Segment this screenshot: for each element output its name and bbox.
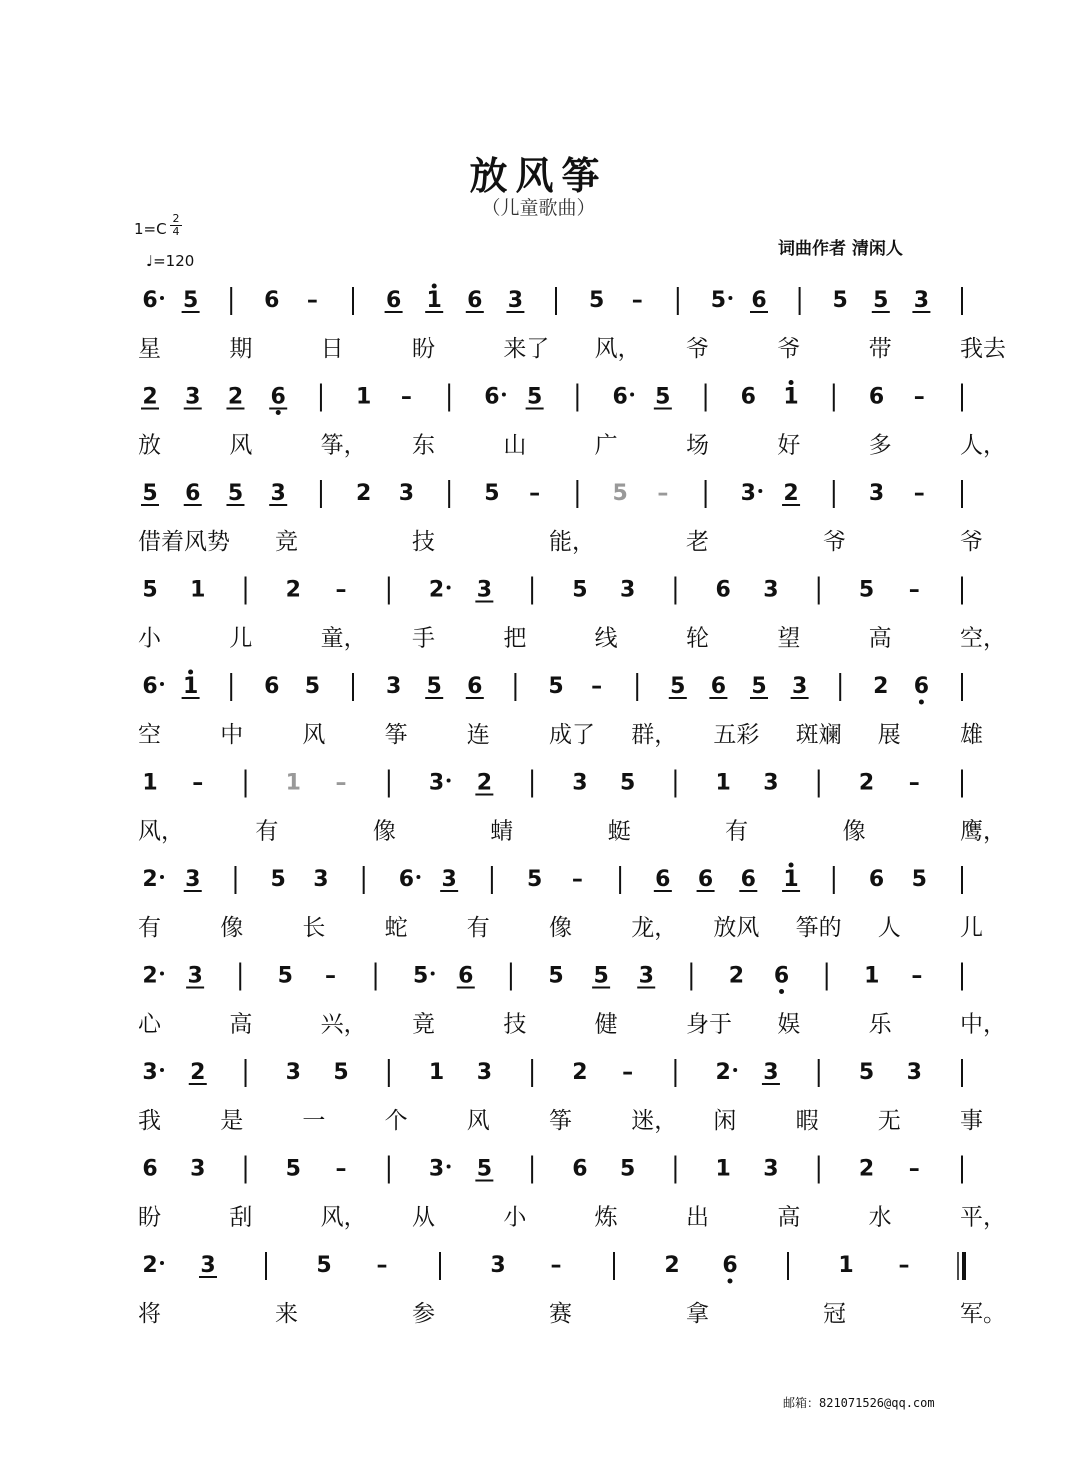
note: 5 [270, 867, 286, 892]
note: 3 [906, 1060, 922, 1085]
note: 3 [791, 674, 808, 699]
note: 6 [913, 674, 930, 699]
lyric-word: 中， [960, 1011, 1006, 1038]
lyric-word: 鹰， [960, 818, 1006, 845]
dash-note: – [335, 770, 347, 796]
dotted-note-mark [416, 875, 420, 879]
dash-note: – [335, 577, 347, 603]
dash-note: – [908, 770, 920, 796]
note: 6 [572, 1156, 588, 1182]
lyric-word: 龙， [631, 915, 678, 941]
lyric-word: 群， [631, 722, 678, 748]
lyric-word: 暇 [795, 1108, 819, 1134]
lyric-word: 竟 [412, 1011, 435, 1038]
note: 6 [398, 867, 415, 892]
note: 6 [655, 867, 671, 892]
lyric-word: 爷 [960, 529, 983, 555]
note: 6 [264, 674, 280, 699]
lyric-word: 小 [138, 625, 161, 652]
note: 6 [142, 288, 158, 313]
lyric-word: 娱 [777, 1011, 801, 1038]
lyric-word: 技 [503, 1011, 527, 1038]
note: 2 [572, 1060, 588, 1085]
note: 1 [428, 1060, 445, 1085]
tempo-value: =120 [153, 252, 195, 270]
high-octave-dot [789, 380, 794, 385]
lyric-word: 从 [412, 1204, 435, 1231]
lyric-word: 高 [229, 1011, 253, 1038]
note: 1 [864, 963, 880, 989]
lyric-word: 风， [594, 336, 641, 362]
note: 6 [715, 577, 731, 603]
lyric-word: 炼 [594, 1204, 618, 1231]
lyric-word: 手 [412, 625, 435, 652]
note: 3 [740, 481, 756, 506]
lyric-word: 我去 [960, 336, 1006, 362]
note: 5 [426, 674, 442, 699]
note: 6 [773, 963, 790, 989]
lyric-word: 东 [412, 432, 435, 459]
lyric-word: 中 [220, 722, 244, 748]
lyric-word: 雄 [960, 722, 983, 748]
song-title: 放风筝 [469, 153, 608, 198]
note: 2 [142, 963, 158, 989]
lyric-word: 是 [220, 1108, 244, 1134]
lyric-word: 展 [877, 722, 901, 748]
note: 5 [612, 481, 628, 506]
lyric-word: 迷， [631, 1108, 678, 1134]
lyric-word: 多 [868, 432, 892, 459]
note: 6 [142, 1156, 158, 1182]
dash-note: – [192, 770, 204, 796]
lyric-word: 冠 [823, 1301, 846, 1327]
note: 5 [588, 288, 605, 313]
lyric-word: 乐 [868, 1011, 892, 1038]
lyric-word: 儿 [960, 915, 983, 941]
note: 3 [185, 867, 201, 892]
note: 3 [507, 288, 524, 313]
note: 6 [467, 674, 483, 699]
note: 5 [572, 577, 588, 603]
lyric-word: 像 [372, 818, 396, 845]
note: 5 [911, 867, 927, 892]
high-octave-dot [432, 284, 437, 289]
lyric-word: 蛇 [384, 915, 408, 941]
lyric-word: 赛 [549, 1301, 572, 1327]
composer-credit: 词曲作者 清闲人 [778, 239, 903, 259]
lyric-word: 小 [503, 1204, 527, 1231]
key-signature: 1=C [134, 220, 167, 238]
note: 5 [476, 1156, 493, 1182]
lyric-word: 有 [255, 818, 279, 845]
note: 3 [763, 1060, 779, 1085]
dash-note: – [631, 288, 643, 313]
lyric-word: 蜓 [607, 818, 631, 845]
note: 1 [285, 770, 301, 796]
lyric-word: 拿 [686, 1301, 709, 1327]
note: 3 [187, 963, 203, 989]
dash-note: – [529, 481, 541, 506]
note: 3 [763, 577, 779, 603]
lyric-word: 人 [877, 915, 901, 941]
dash-note: – [591, 674, 603, 699]
note: 3 [638, 963, 654, 989]
note: 2 [873, 674, 889, 699]
lyric-word: 军。 [960, 1301, 1006, 1327]
dotted-note-mark [160, 875, 164, 879]
high-octave-dot [789, 863, 794, 868]
note: 3 [428, 1156, 445, 1182]
lyric-word: 广 [594, 432, 618, 459]
lyric-word: 盼 [412, 336, 435, 362]
note: 2 [428, 577, 445, 603]
lyric-word: 参 [412, 1301, 435, 1327]
lyric-word: 无 [877, 1108, 901, 1134]
lyric-word: 连 [466, 722, 490, 748]
time-signature-bottom: 4 [172, 225, 180, 238]
note: 6 [142, 674, 158, 699]
lyric-word: 爷 [686, 336, 709, 362]
dotted-note-mark [431, 972, 435, 976]
dash-note: – [622, 1060, 634, 1085]
note: 3 [763, 1156, 779, 1182]
note: 6 [458, 963, 474, 989]
note: 1 [715, 770, 731, 796]
lyric-word: 蜻 [490, 818, 514, 845]
lyric-word: 闲 [713, 1108, 737, 1134]
note: 2 [476, 770, 493, 796]
dash-note: – [657, 481, 669, 506]
note: 2 [227, 384, 244, 410]
dotted-note-mark [758, 489, 762, 493]
note: 6 [710, 674, 727, 699]
note: 6 [270, 384, 286, 410]
note: 6 [722, 1253, 738, 1278]
note: 6 [697, 867, 714, 892]
low-octave-dot [276, 410, 281, 415]
lyric-word: 一 [302, 1108, 326, 1134]
note: 5 [285, 1156, 301, 1182]
lyric-word: 成了 [549, 722, 595, 748]
dash-note: – [571, 867, 583, 892]
lyric-word: 风 [302, 722, 326, 748]
low-octave-dot [728, 1279, 733, 1284]
note: 5 [316, 1253, 332, 1278]
note: 3 [142, 1060, 158, 1085]
note: 2 [728, 963, 745, 989]
lyric-word: 长 [302, 915, 326, 941]
note: 5 [484, 481, 500, 506]
note: 1 [838, 1253, 854, 1278]
low-octave-dot [779, 989, 784, 994]
note: 3 [428, 770, 445, 796]
note: 5 [873, 288, 889, 313]
dotted-note-mark [502, 393, 506, 397]
note: 1 [783, 867, 799, 892]
lyric-word: 童， [320, 625, 367, 652]
lyric-word: 将 [138, 1301, 161, 1327]
lyric-word: 刮 [229, 1204, 253, 1231]
dash-note: – [550, 1253, 562, 1278]
note: 2 [664, 1253, 680, 1278]
lyric-word: 放风 [713, 915, 760, 941]
note: 5 [526, 384, 543, 410]
dotted-note-mark [160, 972, 164, 976]
note: 6 [264, 288, 280, 313]
dotted-note-mark [630, 393, 634, 397]
note: 3 [490, 1253, 506, 1278]
lyric-word: 筝 [384, 722, 408, 748]
lyric-word: 儿 [229, 625, 253, 652]
dash-note: – [911, 963, 923, 989]
note: 5 [751, 674, 767, 699]
note: 3 [441, 867, 457, 892]
dash-note: – [913, 481, 925, 506]
lyric-word: 出 [686, 1204, 709, 1231]
lyric-word: 筝 [549, 1108, 572, 1134]
note: 3 [398, 481, 415, 506]
note: 6 [868, 867, 885, 892]
note: 5 [655, 384, 671, 410]
note: 5 [277, 963, 293, 989]
dotted-note-mark [160, 682, 164, 686]
note: 1 [190, 577, 206, 603]
lyric-word: 技 [412, 529, 435, 555]
lyric-word: 风 [229, 432, 253, 459]
lyric-word: 把 [503, 625, 527, 652]
lyric-word: 日 [320, 336, 344, 362]
note: 1 [783, 384, 799, 410]
note: 6 [740, 384, 756, 410]
note: 3 [385, 674, 402, 699]
note: 5 [593, 963, 609, 989]
note: 3 [868, 481, 885, 506]
lyric-word: 期 [229, 336, 253, 362]
lyric-word: 高 [777, 1204, 801, 1231]
lyric-word: 来 [275, 1301, 298, 1327]
lyric-word: 好 [777, 432, 801, 459]
lyric-word: 筝， [320, 432, 367, 459]
lyric-word: 借着风势 [138, 529, 230, 555]
note: 2 [142, 384, 158, 410]
note: 6 [751, 288, 767, 313]
dash-note: – [400, 384, 412, 410]
note: 1 [715, 1156, 731, 1182]
note: 3 [313, 867, 329, 892]
note: 3 [190, 1156, 206, 1182]
lyric-word: 风， [138, 818, 184, 845]
lyric-word: 线 [594, 625, 618, 652]
low-octave-dot [919, 700, 924, 705]
note: 3 [285, 1060, 301, 1085]
note: 2 [783, 481, 799, 506]
dash-note: – [306, 288, 318, 313]
note: 5 [548, 963, 564, 989]
lyric-word: 带 [868, 336, 892, 362]
dash-note: – [908, 1156, 920, 1182]
note: 5 [619, 770, 636, 796]
note: 5 [670, 674, 686, 699]
note: 5 [526, 867, 543, 892]
note: 5 [142, 481, 158, 506]
note: 3 [200, 1253, 216, 1278]
dotted-note-mark [447, 1165, 451, 1169]
dotted-note-mark [160, 1068, 164, 1072]
note: 5 [619, 1156, 636, 1182]
note: 2 [356, 481, 372, 506]
dash-note: – [324, 963, 336, 989]
note: 5 [227, 481, 244, 506]
note: 3 [476, 1060, 493, 1085]
note: 5 [858, 577, 875, 603]
dotted-note-mark [733, 1068, 737, 1072]
lyric-word: 兴， [320, 1011, 367, 1038]
lyric-word: 事 [960, 1108, 983, 1134]
lyric-word: 高 [868, 625, 892, 652]
note: 5 [304, 674, 321, 699]
note: 5 [858, 1060, 875, 1085]
dash-note: – [376, 1253, 388, 1278]
note: 5 [832, 288, 848, 313]
note: 5 [142, 577, 158, 603]
note: 5 [182, 288, 199, 313]
note: 6 [385, 288, 402, 313]
lyric-word: 望 [777, 625, 801, 652]
note: 3 [476, 577, 493, 603]
lyric-word: 像 [842, 818, 866, 845]
note: 6 [484, 384, 500, 410]
dotted-note-mark [160, 296, 164, 300]
dotted-note-mark [160, 1261, 164, 1265]
high-octave-dot [188, 670, 193, 675]
lyric-word: 健 [594, 1011, 618, 1038]
dash-note: – [898, 1253, 910, 1278]
lyric-word: 能， [549, 529, 595, 555]
note: 6 [612, 384, 628, 410]
lyric-word: 老 [686, 529, 709, 555]
lyric-word: 爷 [823, 529, 846, 555]
dash-note: – [913, 384, 925, 410]
lyric-word: 筝的 [795, 915, 842, 941]
lyric-word: 有 [725, 818, 749, 845]
note: 5 [710, 288, 727, 313]
note: 2 [190, 1060, 206, 1085]
lyric-word: 平， [960, 1204, 1006, 1231]
note: 1 [426, 288, 442, 313]
note: 1 [356, 384, 372, 410]
dotted-note-mark [447, 779, 451, 783]
note: 3 [913, 288, 930, 313]
lyric-word: 身于 [686, 1011, 732, 1038]
lyric-word: 竞 [275, 529, 298, 555]
lyric-word: 轮 [686, 625, 709, 652]
lyric-word: 空， [960, 625, 1006, 652]
note: 2 [285, 577, 301, 603]
lyric-word: 人， [960, 432, 1006, 459]
note: 5 [548, 674, 564, 699]
lyric-word: 爷 [777, 336, 801, 362]
note: 3 [619, 577, 636, 603]
lyric-word: 来了 [503, 336, 550, 362]
lyric-word: 放 [138, 432, 161, 459]
lyric-word: 场 [686, 432, 709, 459]
dotted-note-mark [447, 586, 451, 590]
lyric-word: 心 [138, 1011, 161, 1038]
lyric-word: 风 [466, 1108, 490, 1134]
lyric-word: 有 [466, 915, 490, 941]
note: 3 [270, 481, 286, 506]
note: 6 [868, 384, 885, 410]
note: 1 [182, 674, 199, 699]
time-signature-top: 2 [172, 212, 180, 225]
lyric-word: 像 [220, 915, 244, 941]
footer-email: 邮箱：821071526@qq.com [783, 1396, 935, 1410]
note: 2 [858, 770, 875, 796]
dash-note: – [908, 577, 920, 603]
note: 2 [858, 1156, 875, 1182]
note: 2 [142, 1253, 158, 1278]
dash-note: – [335, 1156, 347, 1182]
note: 3 [763, 770, 779, 796]
lyric-word: 我 [138, 1108, 161, 1134]
note: 6 [467, 288, 483, 313]
lyric-word: 风， [320, 1204, 367, 1231]
note: 3 [185, 384, 201, 410]
note: 2 [142, 867, 158, 892]
lyric-word: 个 [384, 1108, 408, 1134]
note: 6 [185, 481, 201, 506]
lyric-word: 水 [868, 1204, 892, 1231]
note: 1 [142, 770, 158, 796]
note: 6 [740, 867, 756, 892]
lyric-word: 像 [549, 915, 572, 941]
song-subtitle: （儿童歌曲） [481, 197, 596, 219]
lyric-word: 斑斓 [795, 722, 842, 748]
lyric-word: 五彩 [713, 722, 760, 748]
lyric-word: 有 [138, 915, 161, 941]
note: 3 [572, 770, 588, 796]
lyric-word: 盼 [138, 1204, 161, 1231]
note: 2 [715, 1060, 731, 1085]
dotted-note-mark [728, 296, 732, 300]
note: 5 [333, 1060, 349, 1085]
quarter-note-icon: ♩ [146, 252, 154, 270]
lyric-word: 星 [138, 336, 161, 362]
lyric-word: 空 [138, 722, 161, 748]
lyric-word: 山 [503, 432, 527, 459]
note: 5 [413, 963, 429, 989]
